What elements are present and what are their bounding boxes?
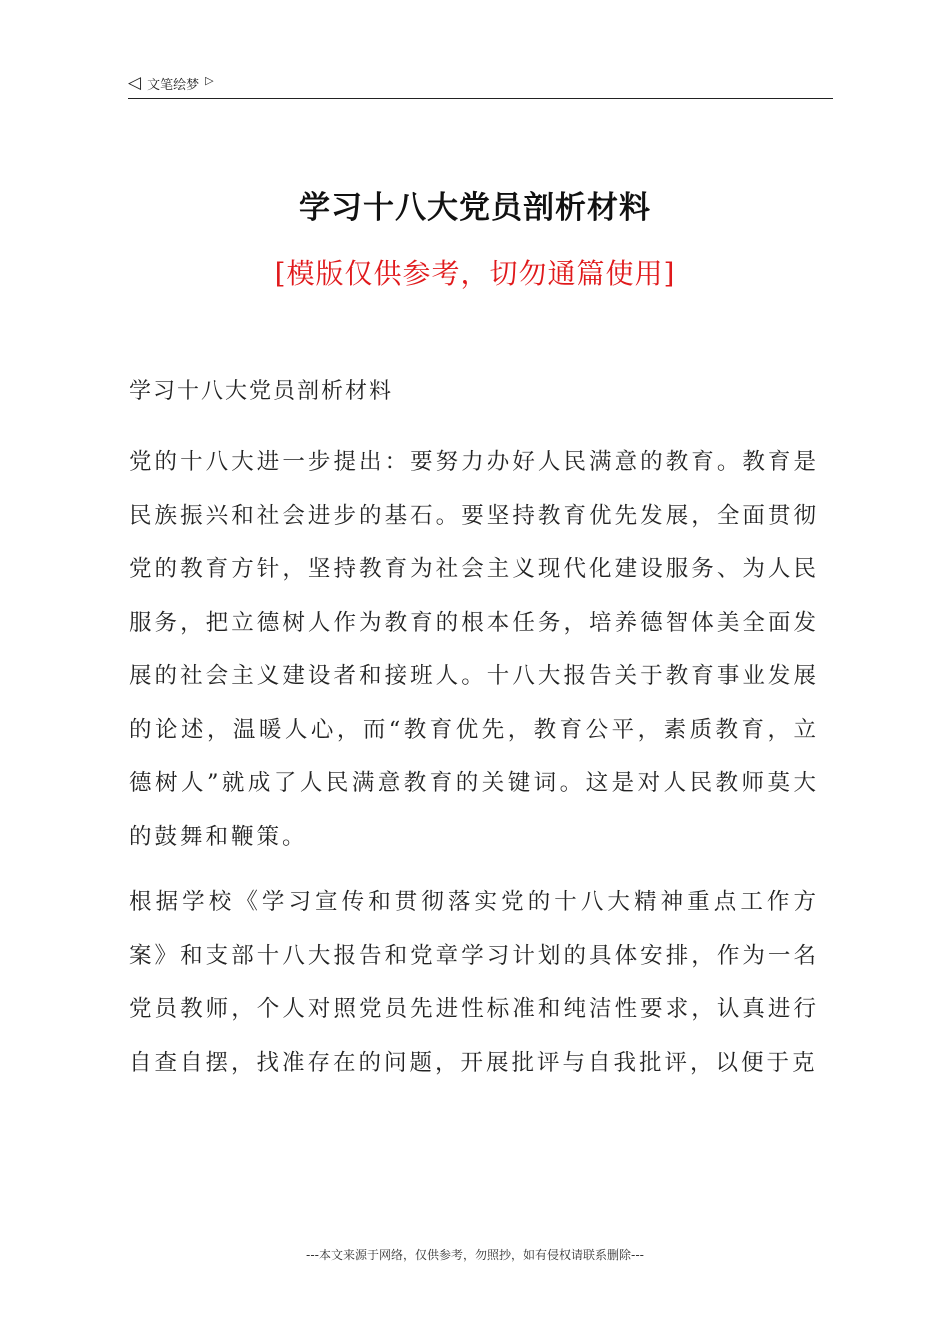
brand-label: 文笔绘梦 bbox=[147, 78, 200, 93]
footer-disclaimer: ---本文来源于网络，仅供参考，勿照抄，如有侵权请联系删除--- bbox=[306, 1248, 644, 1262]
brand bbox=[128, 74, 214, 93]
template-notice: [模版仅供参考，切勿通篇使用] bbox=[274, 257, 676, 290]
document-body bbox=[129, 372, 819, 1102]
paragraph-1: 党的十八大进一步提出：要努力办好人民满意的教育。教育是民族振兴和社会进步的基石。要坚持教育优先发展，全面贯彻党的教育方针，坚持教育为社会主义现代化建设服务、为人民服务，把立德树人作为教育的根本任务，培养德智体美全面发展的社会主义建设者和接班人。十八大报告关于教育事业发展的论述，温暖人心，而“教育优先，教育公平，素质教育，立德树人”就成了人民满意教育的关键词。这是对人民教师莫大的鼓舞和鞭策。 bbox=[129, 449, 819, 850]
triangle-right-icon: ▷ bbox=[205, 74, 214, 87]
paragraph-2: 根据学校《学习宣传和贯彻落实党的十八大精神重点工作方案》和支部十八大报告和党章学习计划的具体安排，作为一名党员教师，个人对照党员先进性标准和纯洁性要求，认真进行自查自摆，找准存在的问题，开展批评与自我批评，以便于克 bbox=[129, 889, 819, 1076]
sub-heading: 学习十八大党员剖析材料 bbox=[129, 379, 394, 404]
document-title: 学习十八大党员剖析材料 bbox=[299, 190, 651, 226]
page-header bbox=[128, 72, 833, 99]
triangle-left-icon: ◁ bbox=[128, 73, 142, 93]
